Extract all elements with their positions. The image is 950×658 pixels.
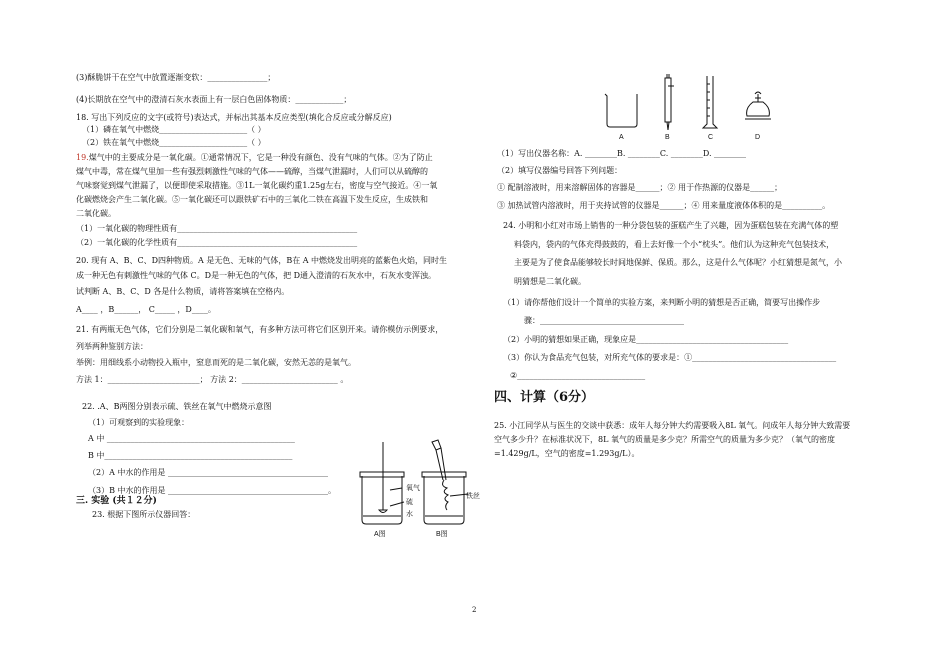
q24-line2: 料袋内，袋内的气体充得鼓鼓的，看上去好像一个小“枕头”。他们认为这种充气包装技术， bbox=[514, 240, 835, 249]
q19-number: 19. bbox=[76, 153, 89, 162]
label-fig-b: B图 bbox=[436, 531, 448, 538]
q19-part1: （1）一氧化碳的物理性质有_____________________________________________ bbox=[76, 224, 358, 233]
q20-line2: 成一种无色有刺激性气味的气体 C。D是一种无色的气体，把 D通入澄清的石灰水中，石灰水变浑浊。 bbox=[76, 271, 437, 280]
q24-part1: （1）请你帮他们设计一个简单的实验方案，来判断小明的猜想是否正确，简要写出操作步 bbox=[503, 298, 821, 307]
label-water: 水 bbox=[406, 511, 413, 518]
q23-part1: （1）写出仪器名称：A. ________B. ________C. ________D. ________ bbox=[497, 149, 747, 158]
q19-line1 bbox=[76, 152, 433, 163]
q25-line3: =1.429g/L，空气的密度=1.293g/L）。 bbox=[494, 449, 640, 458]
instrument-figure bbox=[595, 72, 785, 140]
q25-line2: 空气多少升？在标准状况下，8L 氧气的质量是多少克？所需空气的质量为多少克？（氧气的密度 bbox=[494, 435, 835, 444]
q24-line3: 主要是为了使食品能够较长时间地保鲜、保质。那么，这是什么气体呢？小红猜想是氮气，小 bbox=[514, 258, 842, 267]
q23-part2a: ① 配制溶液时，用来溶解固体的容器是______；② 用于作热源的仪器是______； bbox=[497, 183, 783, 192]
label-inst-c: C bbox=[708, 134, 714, 141]
section-4-heading: 四、计算（6分） bbox=[494, 390, 595, 405]
q19-line4: 化碳燃烧会产生二氧化碳。⑤一氧化碳还可以跟铁矿石中的三氧化二铁在高温下发生反应，生成铁和 bbox=[76, 195, 428, 204]
q22-title: 22. .A、B两图分别表示硫、铁丝在氧气中燃烧示意图 bbox=[82, 402, 272, 411]
q18-title: 18. 写出下列反应的文字(或符号)表达式，并标出其基本反应类型(填化合反应或分解反应) bbox=[76, 113, 392, 122]
q20-answers: A____ ，B______， C_____ ，D____。 bbox=[76, 305, 216, 314]
q22-part2: （2）A 中水的作用是 ________________________________________ bbox=[88, 468, 328, 477]
q24-part3b: ②________________________________ bbox=[510, 371, 646, 380]
q24-line1: 24. 小明和小红对市场上销售的一种分袋包装的蛋糕产生了兴趣，因为蛋糕包装在充满气体的塑 bbox=[503, 221, 839, 230]
q24-line4: 明猜想是二氧化碳。 bbox=[514, 277, 586, 286]
q19-line3: 气味察觉到煤气泄漏了，以便即使采取措施。③1L一氧化碳约重1.25g左右，密度与空气接近。④一氧 bbox=[76, 181, 438, 190]
label-iron: 铁丝 bbox=[466, 493, 480, 500]
q18-item1: （1）磷在氧气中燃烧______________________（ ） bbox=[82, 125, 266, 134]
label-inst-a: A bbox=[619, 134, 624, 141]
q21-line2: 列举两种鉴别方法： bbox=[76, 342, 148, 351]
q19-part2: （2）一氧化碳的化学性质有_____________________________________________ bbox=[76, 238, 358, 247]
q24-part3: （3）你认为食品充气包装，对所充气体的要求是：①____________________________________ bbox=[503, 353, 837, 362]
q22-part3: （3）B 中水的作用是 ________________________________________。 bbox=[88, 486, 337, 495]
q24-part2: （2）小明的猜想如果正确，现象应是______________________________________ bbox=[503, 335, 789, 344]
q23-part2: （2）填写仪器编号回答下列问题： bbox=[497, 166, 623, 175]
q22-a: A 中 _______________________________________________ bbox=[88, 434, 295, 443]
label-inst-b: B bbox=[665, 134, 670, 141]
page-number: 2 bbox=[472, 606, 477, 614]
label-inst-d: D bbox=[755, 134, 761, 141]
q21-line1: 21. 有两瓶无色气体，它们分别是二氧化碳和氧气，有多种方法可将它们区别开来。请你模仿示例要求， bbox=[76, 325, 444, 334]
q-a4: (4)长期放在空气中的澄清石灰水表面上有一层白色固体物质：____________； bbox=[76, 95, 352, 104]
q21-example: 举例：用细线系小动物投入瓶中，窒息而死的是二氧化碳，安然无恙的是氧气。 bbox=[76, 358, 356, 367]
q22-part1: （1）可观察到的实验现象： bbox=[88, 418, 190, 427]
label-fig-a: A图 bbox=[374, 531, 386, 538]
q20-line1: 20. 现有 A、B、C、D四种物质。A 是无色、无味的气体，B在 A 中燃烧发出明亮的蓝紫色火焰，同时生 bbox=[76, 256, 448, 265]
q25-line1: 25. 小江同学从与医生的交谈中获悉：成年人每分钟大约需要吸入8L 氧气。问成年人每分钟大致需要 bbox=[494, 421, 851, 430]
q19-line5: 二氧化碳。 bbox=[76, 209, 116, 218]
q24-part1b: 骤：____________________________________ bbox=[524, 316, 684, 325]
q23-part2b: ③ 加热试管内溶液时，用于夹持试管的仪器是______；④ 用来量度液体体积的是__________。 bbox=[497, 201, 831, 210]
section-3-heading: 三. 实验 (共１２分) bbox=[76, 496, 157, 506]
q22-b: B 中_______________________________________________ bbox=[88, 451, 293, 460]
q-a3: (3)酥脆饼干在空气中放置逐渐变软：_______________； bbox=[76, 73, 276, 82]
q18-item2: （2）铁在氧气中燃烧______________________（ ） bbox=[82, 138, 266, 147]
combustion-figure bbox=[350, 440, 480, 540]
q21-methods: 方法 1：_______________________； 方法 2：________________________ 。 bbox=[76, 375, 349, 384]
q19-line2: 煤气中毒，常在煤气里加一些有强烈刺激性气味的气体——硫醇，当煤气泄漏时，人们可以从硫醇的 bbox=[76, 167, 428, 176]
q19-text: 煤气中的主要成分是一氧化碳。①通常情况下，它是一种没有颜色、没有气味的气体。②为了防止 bbox=[88, 153, 433, 162]
q20-line3: 试判断 A、B、C、D 各是什么物质，请将答案填在空格内。 bbox=[76, 287, 290, 296]
q23: 23. 根据下图所示仪器回答： bbox=[92, 510, 196, 519]
label-oxygen: 氧气 bbox=[406, 485, 420, 492]
label-sulfur: 硫 bbox=[406, 499, 413, 506]
